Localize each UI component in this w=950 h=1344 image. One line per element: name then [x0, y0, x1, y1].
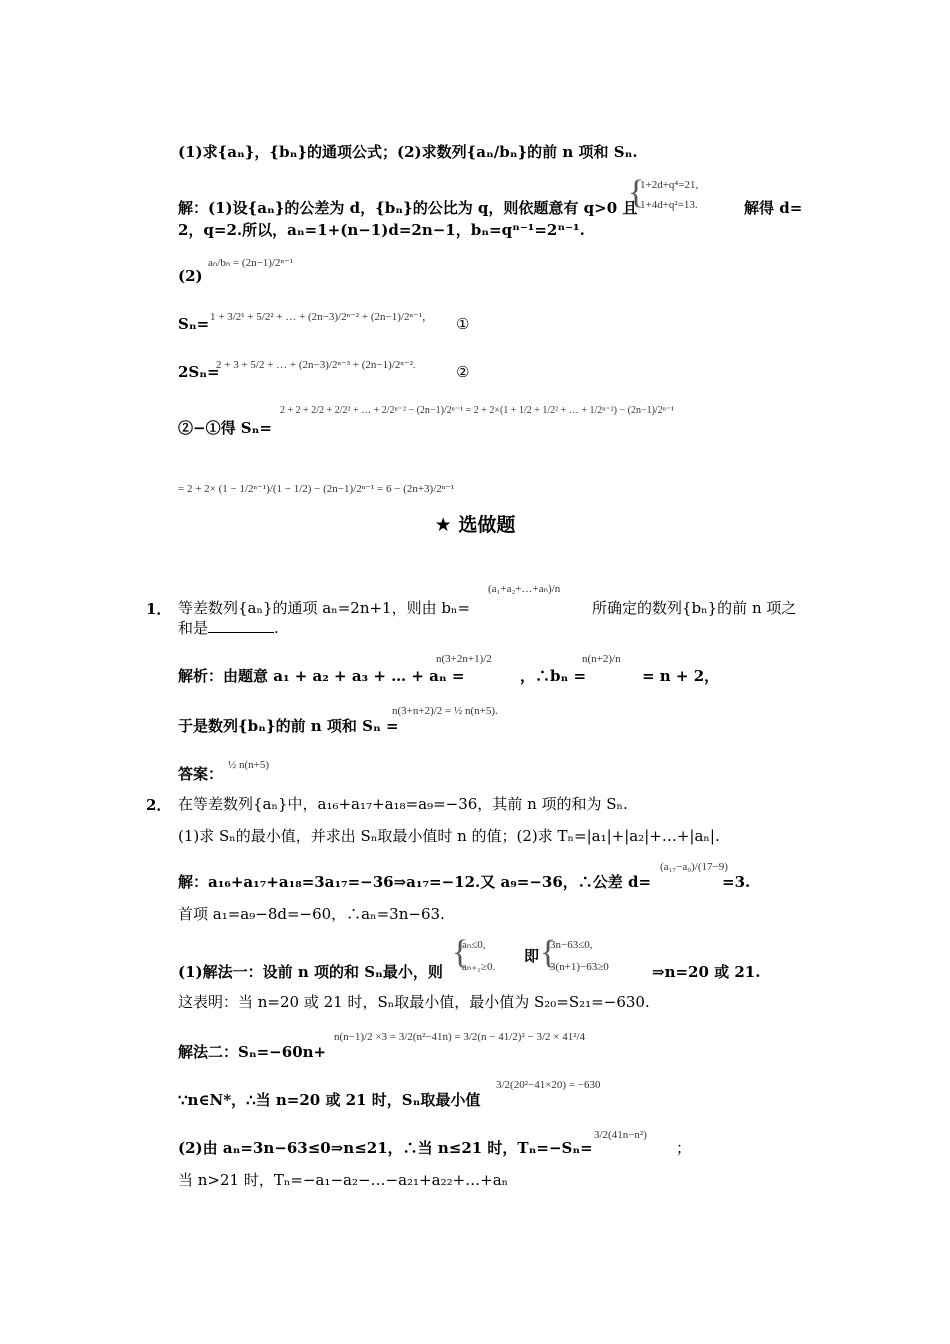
question-line: (1)求{aₙ}，{bₙ}的通项公式；(2)求数列{aₙ/bₙ}的前 n 项和 Sₙ.	[178, 143, 638, 161]
method-1-ji: 即	[524, 947, 540, 965]
problem-2-number: 2．	[146, 796, 172, 814]
sum-text: 于是数列{bₙ}的前 n 项和 Sₙ =	[178, 717, 399, 735]
method-2-conclusion: ∵n∈N*，∴当 n=20 或 21 时，Sₙ取最小值	[178, 1091, 481, 1109]
method-1-brace-1: {	[452, 934, 469, 971]
system-brace: {	[628, 174, 645, 211]
problem-2-stem: 在等差数列{aₙ}中，a₁₆+a₁₇+a₁₈=a₉=−36，其前 n 项的和为 Sₙ.	[178, 795, 628, 813]
p2-solution-a: 解：a₁₆+a₁₇+a₁₈=3a₁₇=−36⇒a₁₇=−12.又 a₉=−36，∴公差 d=	[178, 873, 652, 891]
solution-1b: 解得 d=	[744, 199, 803, 217]
s2n-expression: 2 + 3 + 5/2 + … + (2n−3)/2ⁿ⁻³ + (2n−1)/2ⁿ⁻².	[216, 359, 416, 371]
problem-2-ask: (1)求 Sₙ的最小值，并求出 Sₙ取最小值时 n 的值；(2)求 Tₙ=|a₁|+|a₂|+…+|aₙ|.	[178, 827, 720, 845]
method-2-min-value: 3/2(20²−41×20) = −630	[496, 1079, 601, 1091]
method-1-brace-2: {	[540, 934, 557, 971]
equation-marker-1: ①	[456, 315, 470, 333]
part-2-semicolon: ；	[676, 1139, 692, 1157]
section-title: ★ 选做题	[434, 514, 516, 536]
part2-label: (2)	[178, 267, 203, 285]
method-1-result: ⇒n=20 或 21.	[652, 963, 761, 981]
sn-expression: 1 + 3/2¹ + 5/2² + … + (2n−3)/2ⁿ⁻² + (2n−1)/2ⁿ⁻¹，	[210, 311, 434, 323]
part2-expression: aₙ/bₙ = (2n−1)/2ⁿ⁻¹	[208, 257, 294, 269]
sn-label: Sₙ=	[178, 315, 210, 333]
problem-1-fraction: (a₁+a₂+…+aₙ)/n	[488, 583, 561, 595]
part-2-case: 当 n>21 时，Tₙ=−a₁−a₂−…−a₂₁+a₂₂+…+aₙ	[178, 1171, 509, 1189]
part-2-text: (2)由 aₙ=3n−63≤0⇒n≤21，∴当 n≤21 时，Tₙ=−Sₙ=	[178, 1139, 593, 1157]
solution-1a: 解：(1)设{aₙ}的公差为 d，{bₙ}的公比为 q，则依题意有 q>0 且	[178, 199, 638, 217]
problem-1-he-shi: 和是	[178, 619, 209, 637]
analysis-fraction: n(3+2n+1)/2	[436, 653, 492, 665]
analysis-fraction-2: n(n+2)/n	[582, 653, 621, 665]
method-2-text: 解法二：Sₙ=−60n+	[178, 1043, 327, 1061]
method-1-text: (1)解法一：设前 n 项的和 Sₙ最小，则	[178, 963, 443, 981]
s2n-label: 2Sₙ=	[178, 363, 220, 381]
analysis-text-c: = n + 2，	[642, 667, 720, 685]
problem-1-number: 1．	[146, 600, 172, 618]
p2-solution-fraction: (a₁₇−a₉)/(17−9)	[660, 861, 728, 873]
method-1-cond-2: aₙ₊₁≥0.	[462, 961, 496, 973]
problem-1-text-b: 所确定的数列{bₙ}的前 n 项之	[592, 599, 797, 617]
analysis-text-b: ，∴bₙ =	[520, 667, 587, 685]
system-eq-1: 1+2d+q⁴=21,	[640, 179, 699, 191]
sum-expression: n(3+n+2)/2 = ½ n(n+5).	[392, 705, 498, 717]
method-1-conclusion: 这表明：当 n=20 或 21 时，Sₙ取最小值，最小值为 S₂₀=S₂₁=−630.	[178, 993, 650, 1011]
final-expression: = 2 + 2× (1 − 1/2ⁿ⁻¹)/(1 − 1/2) − (2n−1)/2ⁿ⁻¹ = 6 − (2n+3)/2ⁿ⁻¹	[178, 483, 455, 495]
part-2-expression: 3/2(41n−n²)	[594, 1129, 647, 1141]
p2-solution-b: =3.	[722, 873, 751, 891]
method-1-cond-1: aₙ≤0,	[462, 939, 486, 951]
system-eq-2: 1+4d+q²=13.	[640, 199, 698, 211]
method-2-expression: n(n−1)/2 ×3 = 3/2(n²−41n) = 3/2(n − 41/2)² − 3/2 × 41²/4	[334, 1031, 586, 1043]
answer-expression: ½ n(n+5)	[228, 759, 270, 771]
answer-label: 答案：	[178, 765, 224, 783]
problem-1-text-c	[178, 618, 279, 638]
problem-1-period: .	[274, 619, 279, 637]
solution-1c: 2，q=2.所以，aₙ=1+(n−1)d=2n−1，bₙ=qⁿ⁻¹=2ⁿ⁻¹.	[178, 221, 585, 239]
method-1-cond-4: 3(n+1)−63≥0	[550, 961, 609, 973]
problem-1-text-a: 等差数列{aₙ}的通项 aₙ=2n+1，则由 bₙ=	[178, 599, 471, 617]
analysis-text-a: 解析：由题意 a₁ + a₂ + a₃ + … + aₙ =	[178, 667, 465, 685]
difference-expression: 2 + 2 + 2/2 + 2/2² + … + 2/2ⁿ⁻² − (2n−1)/2ⁿ⁻¹ = 2 + 2×(1 + 1/2 + 1/2² + … + 1/2ⁿ⁻²) − (2n−1)/2ⁿ⁻¹	[280, 405, 675, 416]
answer-blank	[208, 618, 274, 633]
difference-label: ②−①得 Sₙ=	[178, 419, 272, 437]
method-1-cond-3: 3n−63≤0,	[550, 939, 593, 951]
equation-marker-2: ②	[456, 363, 470, 381]
p2-first-term: 首项 a₁=a₉−8d=−60，∴aₙ=3n−63.	[178, 905, 445, 923]
